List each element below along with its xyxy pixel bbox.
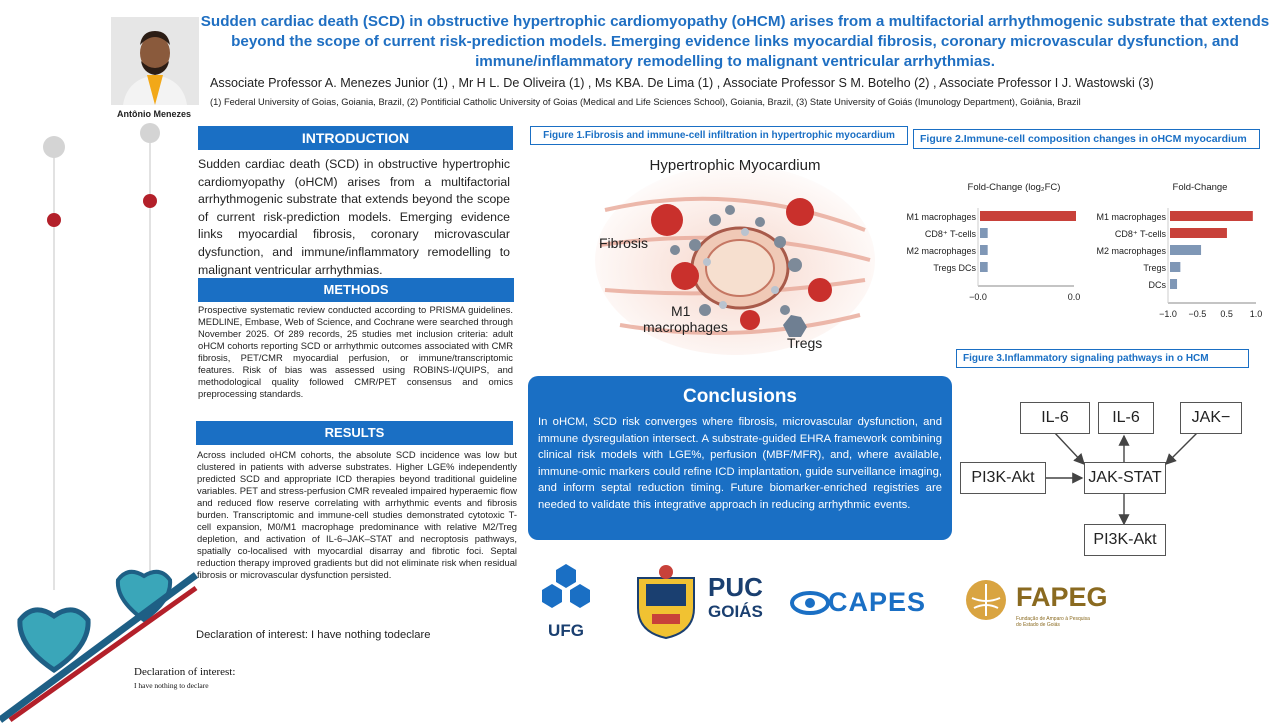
figure2-tick-label: 1.0 [1249,309,1263,319]
methods-text: Prospective systematic review conducted according to PRISMA guidelines. MEDLINE, Embase, Web of Science, and Cochrane were searched through November 2025. Of 289 records, 25 studies met inclusion criteria: adult oHCM cohorts reporting SCD or arrhythmic outcomes associated with CMR fibrosis, PET/CMR myocardial perfusion, or immune/transcriptomic features. Risk of bias was assessed using ROBINS-I/QUIPS, and methodological quality followed CMR/PET consensus and omics preprocessing standards. [198,304,513,399]
results-text: Across included oHCM cohorts, the absolute SCD incidence was low but clustered in patients with adverse substrates. Higher LGE% independently predicted SCD and appropriate ICD therapies beyond traditional guideline variables. PET and stress-perfusion CMR revealed impaired hyperaemic flow and reduced flow reserve correlating with arrhythmic events and fibrosis burden. Transcriptomic and immune-cell studies demonstrated cytotoxic T-cell expansion, M0/M1 macrophage predominance with relative M2/Treg depletion, and activation of IL-6–JAK–STAT and necroptosis pathways, spatially co-localised with myocardial disarray and fibrotic foci. Septal reduction therapy improved gradients but did not eliminate risk when residual fibrosis or microvascular dysfunction persisted. [197,449,517,580]
node-jak-stat: JAK-STAT [1084,462,1166,494]
figure2-tick-label: 0.0 [1067,292,1081,302]
figure1-title: Hypertrophic Myocardium [649,157,821,174]
node-pi3k-left: PI3K-Akt [960,462,1046,494]
figure2-category-label: CD8⁺ T-cells [1114,229,1166,239]
author-list: Associate Professor A. Menezes Junior (1) , Mr H L. De Oliveira (1) , Ms KBA. De Lima (1) , Associate Professor S M. Botelho (2) , Associate Professor I J. Wastowski (3) [210,76,1154,90]
puc-text: PUC [708,572,763,602]
figure2-chart [880,170,1263,319]
figure2-bar [980,211,1076,221]
figure2-category-label: Tregs DCs [933,263,976,273]
timeline-lines [0,120,200,720]
figure2-tick-label: 0.5 [1220,309,1233,319]
figure2-panel-title: Fold-Change [1172,182,1228,193]
person-icon [111,17,199,105]
figure2-bar [1170,211,1253,221]
figure2-panel-1 [906,182,1080,302]
affiliations: (1) Federal University of Goias, Goiania, Brazil, (2) Pontificial Catholic University of Goias (Medical and Life Sciences School), Goiania, Brazil, (3) State University of Goiás (Imunology Department), Goiânia, Brazil [210,97,1081,107]
figure2-tick-label: −1.0 [1159,309,1177,319]
figure3-caption: Figure 3.Inflammatory signaling pathways in o HCM [956,349,1249,368]
figure2-category-label: M2 macrophages [906,246,976,256]
fapeg-subtitle: Fundação de Amparo à Pesquisa do Estado de Goiás [1016,616,1090,628]
figure2-category-label: CD8⁺ T-cells [924,229,976,239]
capes-logo [790,585,960,621]
timeline-decoration [0,120,200,720]
ufg-logo [538,562,594,642]
node-il6-center: IL-6 [1098,402,1154,434]
footer-declaration-text: I have nothing to declare [134,681,209,690]
introduction-text: Sudden cardiac death (SCD) in obstructive hypertrophic cardiomyopathy (oHCM) arises from a multifactorial arrhythmogenic substrate that extends beyond the scope of current risk-prediction models. Emerging evidence links myocardial fibrosis, coronary microvascular dysfunction, and immune/inflammatory remodelling to malignant ventricular arrhythmias. [198,157,510,277]
figure2-category-label: DCs [1148,280,1166,290]
capes-text: CAPES [828,587,927,617]
ufg-hexagon-icon [538,562,594,612]
fapeg-leaf-icon [962,578,1012,622]
results-heading: RESULTS [196,421,513,445]
node-il6-left: IL-6 [1020,402,1090,434]
footer-declaration-title: Declaration of interest: [134,666,236,678]
node-jak: JAK− [1180,402,1242,434]
label-fibrosis: Fibrosis [599,235,649,251]
presenter-name: Antônio Menezes [116,109,191,119]
puc-logo [632,562,772,642]
figure2-bar [1170,262,1180,272]
conclusions-heading: Conclusions [682,386,797,407]
figure2-category-label: M1 macrophages [1096,212,1166,222]
figure2-bar [1170,245,1201,255]
figure2-category-label: M2 macrophages [1096,246,1166,256]
presenter-photo [111,17,199,105]
fapeg-logo [962,578,1132,634]
poster-title: Sudden cardiac death (SCD) in obstructive hypertrophic cardiomyopathy (oHCM) arises from a multifactorial arrhythmogenic substrate that extends beyond the scope of current risk-prediction models. Emerging evidence links myocardial fibrosis, coronary microvascular dysfunction, and immune/inflammatory remodelling to malignant ventricular arrhythmias. [200,13,1270,70]
node-pi3k-bottom: PI3K-Akt [1084,524,1166,556]
figure2-bar [980,262,988,272]
figure2-caption: Figure 2.Immune-cell composition changes in oHCM myocardium [913,129,1260,149]
declaration-of-interest: Declaration of interest: I have nothing todeclare [196,629,431,641]
myocardium-illustration [595,150,875,360]
conclusions-text: In oHCM, SCD risk converges where fibrosis, microvascular dysfunction, and immune dysregulation intersect. A substrate-guided EHRA framework combining clinical risk models with LGE%, perfusion (MBF/MFR), and, where available, immune-omic markers could refine ICD implantation, guide surveillance imaging, and inform septal reduction timing. Future biomarker-enriched registries are needed to validate this integrative approach in reducing arrhythmic events. [538,416,942,511]
figure1-illustration [595,150,875,360]
figure2-panel-title: Fold-Change (log₂FC) [967,182,1061,193]
goias-text: GOIÁS [708,602,763,621]
figure2-panel-2 [1096,182,1262,319]
figure2-category-label: Tregs [1143,263,1166,273]
figure1-caption: Figure 1.Fibrosis and immune-cell infiltration in hypertrophic myocardium [530,126,908,145]
label-tregs: Tregs [787,335,823,351]
label-m1: M1 [671,303,691,319]
fapeg-text: FAPEG [1016,582,1108,612]
methods-heading: METHODS [198,278,514,302]
figure2-bar [1170,279,1177,289]
figure2-bar [980,245,988,255]
figure2-category-label: M1 macrophages [906,212,976,222]
introduction-heading: INTRODUCTION [198,126,513,150]
figure2-tick-label: −0.0 [969,292,987,302]
ufg-text: UFG [548,621,584,640]
figure3-diagram [958,396,1258,561]
puc-crest-icon [632,562,700,640]
figure2-bar [1170,228,1227,238]
conclusions-panel [528,376,952,540]
figure2-bar [980,228,988,238]
label-macrophages: macrophages [643,319,728,335]
figure2-tick-label: −0.5 [1188,309,1207,319]
capes-swoosh-icon [790,585,830,621]
